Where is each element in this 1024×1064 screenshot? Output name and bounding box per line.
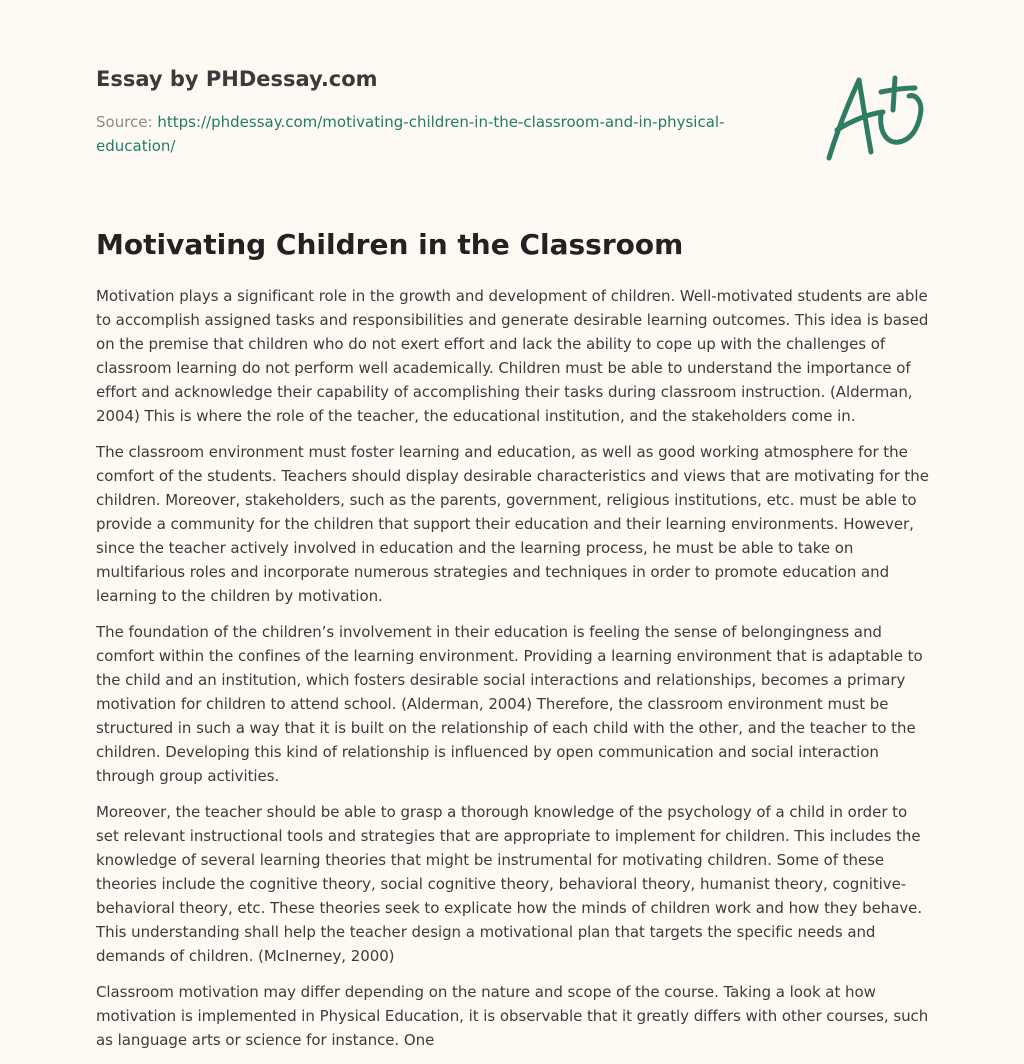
- essay-paragraph-3: The foundation of the children’s involvement in their education is feeling the sense of belongingness and comfort within the confines of the learning environment. Providing a learning environment that is adaptable to the child and an institution, which fosters desirable social interactions and relationships, becomes a primary motivation for children to attend school. (Alderman, 2004) Therefore, the classroom environment must be structured in such a way that it is built on the relationship of each child with the other, and the teacher to the children. Developing this kind of relationship is influenced by open communication and social interaction through group activities.: [96, 623, 923, 785]
- source-link[interactable]: https://phdessay.com/motivating-children-in-the-classroom-and-in-physical-education/: [96, 113, 725, 155]
- source-label: Source:: [96, 113, 158, 131]
- essay-paragraph-5: Classroom motivation may differ depending on the nature and scope of the course. Taking a look at how motivation is implemented in Physical Education, it is observable that it greatly differs with other courses, such as language arts or science for instance. One: [96, 983, 929, 1049]
- essay-body: [96, 284, 932, 1064]
- a-plus-grade-icon: [823, 70, 927, 164]
- essay-paragraph-4: Moreover, the teacher should be able to grasp a thorough knowledge of the psychology of a child in order to set relevant instructional tools and strategies that are appropriate to implement for children. This includes the knowledge of several learning theories that might be instrumental for motivating children. Some of these theories include the cognitive theory, social cognitive theory, behavioral theory, humanist theory, cognitive-behavioral theory, etc. These theories seek to explicate how the minds of children work and how they behave. This understanding shall help the teacher design a motivational plan that targets the specific needs and demands of children. (McInerney, 2000): [96, 803, 923, 965]
- source-line: [96, 110, 756, 158]
- essay-paragraph-1: Motivation plays a significant role in the growth and development of children. Well-motivated students are able to accomplish assigned tasks and responsibilities and generate desirable learning outcomes. This idea is based on the premise that children who do not exert effort and lack the ability to cope up with the challenges of classroom learning do not perform well academically. Children must be able to understand the importance of effort and acknowledge their capability of accomplishing their tasks during classroom instruction. (Alderman, 2004) This is where the role of the teacher, the educational institution, and the stakeholders come in.: [96, 287, 929, 425]
- brand-title: Essay by PHDessay.com: [96, 67, 378, 91]
- essay-paragraph-2: The classroom environment must foster learning and education, as well as good working atmosphere for the comfort of the students. Teachers should display desirable characteristics and views that are motivating for the children. Moreover, stakeholders, such as the parents, government, religious institutions, etc. must be able to provide a community for the children that support their education and their learning environments. However, since the teacher actively involved in education and the learning process, he must be able to take on multifarious roles and incorporate numerous strategies and techniques in order to promote education and learning to the children by motivation.: [96, 443, 929, 605]
- document-header: [96, 0, 928, 200]
- essay-title: Motivating Children in the Classroom: [96, 228, 684, 261]
